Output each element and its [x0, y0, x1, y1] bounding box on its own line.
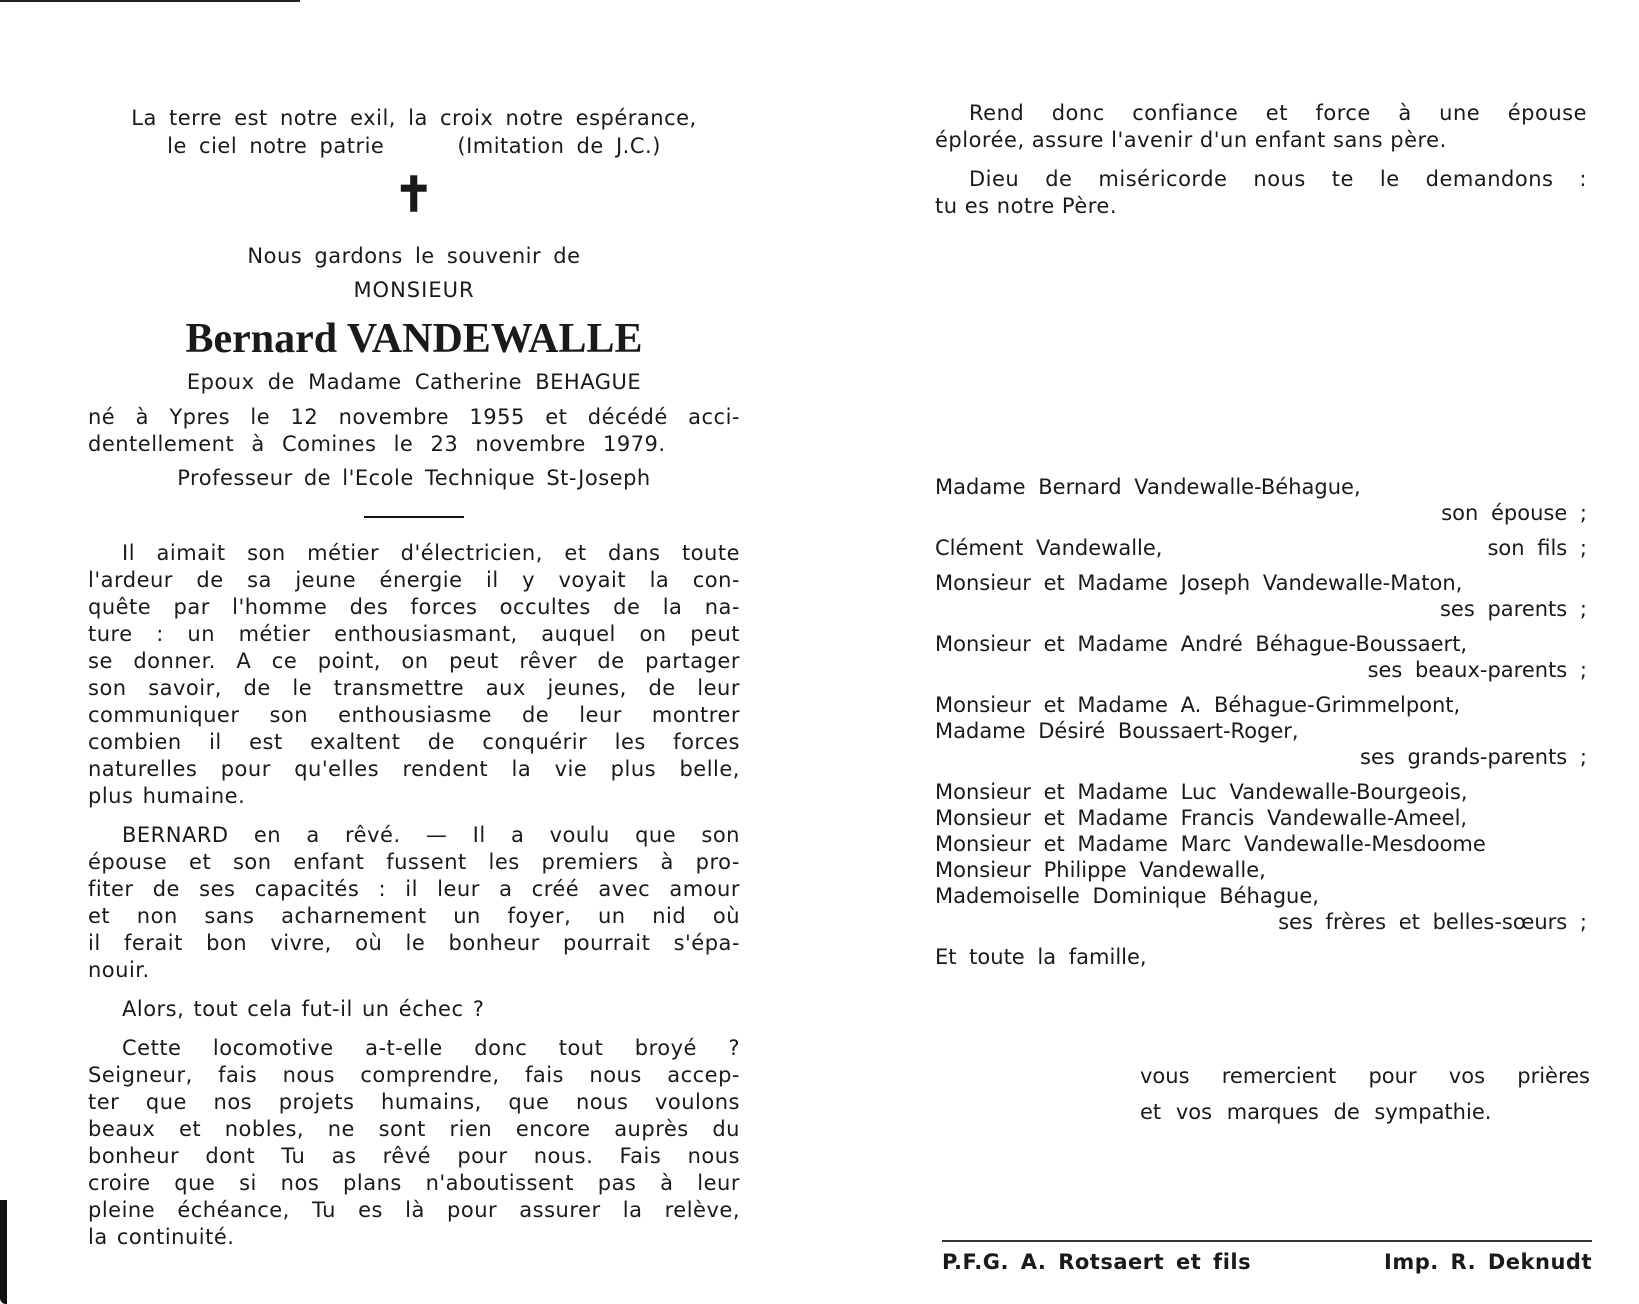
family-group [935, 570, 1587, 622]
eulogy-line: se donner. A ce point, on peut rêver de partager [88, 649, 740, 673]
family-group [935, 779, 1587, 935]
eulogy-text [88, 540, 740, 1251]
family-member-name: Monsieur et Madame Joseph Vandewalle-Maton, [935, 571, 1463, 595]
family-member-name: Monsieur Philippe Vandewalle, [935, 858, 1266, 882]
prayer-line: Dieu de miséricorde nous te le demandons : [969, 167, 1587, 191]
motto-line-2: le ciel notre patrie (Imitation de J.C.) [167, 134, 661, 158]
scan-border-left [0, 1200, 7, 1304]
printer: Imp. R. Deknudt [1384, 1250, 1592, 1274]
family-relation: ses grands-parents ; [1360, 745, 1587, 769]
family-member-name: Madame Bernard Vandewalle-Béhague, [935, 475, 1361, 499]
prayer-line: éplorée, assure l'avenir d'un enfant sans père. [935, 128, 1447, 152]
thanks-line-1: vous remercient pour vos prières [1140, 1064, 1590, 1088]
dates-line-2: dentellement à Comines le 23 novembre 1979. [88, 432, 666, 456]
eulogy-line: l'ardeur de sa jeune énergie il y voyait la con- [88, 568, 740, 592]
left-panel [88, 104, 740, 1263]
cross-icon: ✝ [393, 167, 435, 223]
family-group [935, 692, 1587, 770]
scan-border-top [0, 0, 300, 2]
motto [88, 104, 740, 160]
family-member-name: Monsieur et Madame Luc Vandewalle-Bourgeois, [935, 780, 1468, 804]
family-relation: son épouse ; [1441, 501, 1587, 525]
eulogy-line: et non sans acharnement un foyer, un nid où [88, 904, 740, 928]
family-relation: ses beaux-parents ; [1367, 658, 1587, 682]
eulogy-line: nouir. [88, 958, 150, 982]
eulogy-paragraph [88, 1035, 740, 1251]
eulogy-line: communiquer son enthousiasme de leur montrer [88, 703, 740, 727]
eulogy-line: croire que si nos plans n'aboutissent pas à leur [88, 1171, 740, 1195]
family-member-name: Monsieur et Madame André Béhague-Boussaert, [935, 632, 1468, 656]
prayer-line: Rend donc confiance et force à une épouse [969, 101, 1587, 125]
eulogy-line: la continuité. [88, 1225, 235, 1249]
family-row [935, 535, 1587, 561]
dates-line-1: né à Ypres le 12 novembre 1955 et décédé acci- [88, 405, 740, 429]
eulogy-line: Cette locomotive a-t-elle donc tout broyé ? [122, 1036, 740, 1060]
family-group [935, 535, 1587, 561]
family-member-name: Monsieur et Madame A. Béhague-Grimmelpont, [935, 693, 1461, 717]
family-member-name: Monsieur et Madame Marc Vandewalle-Mesdoome [935, 832, 1486, 856]
family-relation: ses frères et belles-sœurs ; [1278, 910, 1587, 934]
funeral-home: P.F.G. A. Rotsaert et fils [942, 1250, 1252, 1274]
eulogy-line: Il aimait son métier d'électricien, et dans toute [122, 541, 740, 565]
family-member-name: Monsieur et Madame Francis Vandewalle-Ameel, [935, 806, 1468, 830]
family-member-name: Mademoiselle Dominique Béhague, [935, 884, 1319, 908]
prayer-paragraph [935, 100, 1587, 154]
prayer-text [935, 100, 1587, 220]
eulogy-line: Alors, tout cela fut-il un échec ? [122, 997, 485, 1021]
family-relation: son fils ; [1487, 536, 1587, 560]
family-group [935, 631, 1587, 683]
family-group [935, 474, 1587, 526]
eulogy-line: son savoir, de le transmettre aux jeunes, de leur [88, 676, 740, 700]
eulogy-line: bonheur dont Tu as rêvé pour nous. Fais nous [88, 1144, 740, 1168]
eulogy-paragraph [88, 822, 740, 984]
thanks-line-2: et vos marques de sympathie. [1140, 1100, 1492, 1124]
intro-text: Nous gardons le souvenir de [247, 244, 581, 268]
birth-death-dates [88, 404, 740, 458]
footer-rule [942, 1240, 1592, 1242]
eulogy-line: plus humaine. [88, 784, 246, 808]
eulogy-line: BERNARD en a rêvé. — Il a voulu que son [122, 823, 740, 847]
footer [942, 1250, 1592, 1274]
profession: Professeur de l'Ecole Technique St-Joseph [177, 466, 651, 490]
prayer-paragraph [935, 166, 1587, 220]
eulogy-line: Seigneur, fais nous comprendre, fais nous accep- [88, 1063, 740, 1087]
family-relation: ses parents ; [1439, 597, 1587, 621]
eulogy-line: ture : un métier enthousiasmant, auquel on peut [88, 622, 740, 646]
separator-rule [364, 516, 464, 518]
eulogy-paragraph [88, 540, 740, 810]
thanks-text [1140, 1058, 1590, 1130]
eulogy-line: épouse et son enfant fussent les premiers à pro- [88, 850, 740, 874]
deceased-name: Bernard VANDEWALLE [185, 316, 643, 362]
family-member-name: Madame Désiré Boussaert-Roger, [935, 719, 1299, 743]
eulogy-line: pleine échéance, Tu es là pour assurer la relève, [88, 1198, 740, 1222]
family-list [935, 474, 1587, 979]
eulogy-line: beaux et nobles, ne sont rien encore auprès du [88, 1117, 740, 1141]
honorific: MONSIEUR [353, 278, 475, 302]
eulogy-line: naturelles pour qu'elles rendent la vie plus belle, [88, 757, 740, 781]
right-panel-prayer [935, 100, 1587, 232]
family-group [935, 944, 1587, 970]
spouse-line: Epoux de Madame Catherine BEHAGUE [186, 370, 642, 394]
eulogy-line: ter que nos projets humains, que nous voulons [88, 1090, 740, 1114]
eulogy-paragraph [88, 996, 740, 1023]
eulogy-line: il ferait bon vivre, où le bonheur pourrait s'épa- [88, 931, 740, 955]
eulogy-line: quête par l'homme des forces occultes de la na- [88, 595, 740, 619]
family-member-name: Clément Vandewalle, [935, 536, 1163, 560]
motto-line-1: La terre est notre exil, la croix notre espérance, [131, 106, 697, 130]
prayer-line: tu es notre Père. [935, 194, 1118, 218]
eulogy-line: fiter de ses capacités : il leur a créé avec amour [88, 877, 740, 901]
eulogy-line: combien il est exaltent de conquérir les forces [88, 730, 740, 754]
family-member-name: Et toute la famille, [935, 945, 1147, 969]
